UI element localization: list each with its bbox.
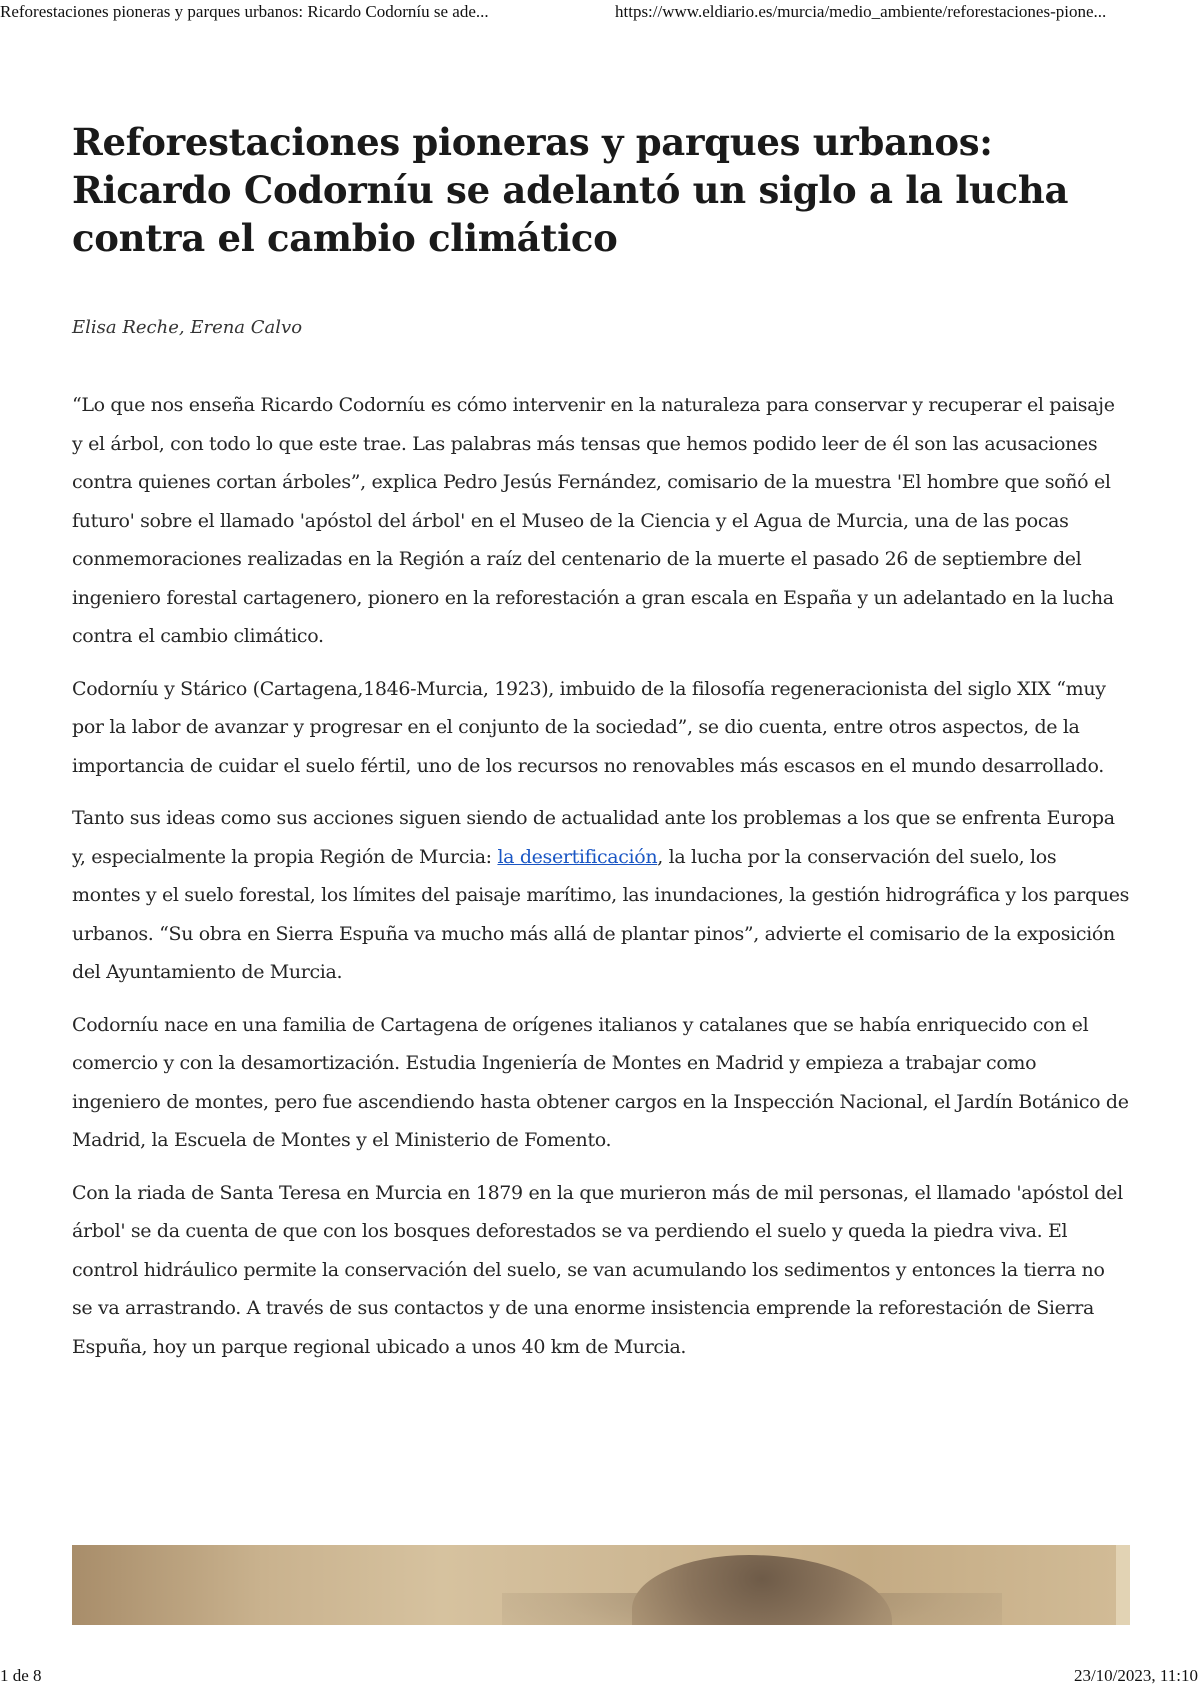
print-footer: [0, 1666, 1200, 1694]
article-paragraph: “Lo que nos enseña Ricardo Codorníu es cómo intervenir en la naturaleza para conservar y recuperar el paisaje y el árbol, con todo lo que este trae. Las palabras más tensas que hemos podido leer de él son las acusaciones contra quienes cortan árboles”, explica Pedro Jesús Fernández, comisario de la muestra 'El hombre que soñó el futuro' sobre el llamado 'apóstol del árbol' en el Museo de la Ciencia y el Agua de Murcia, una de las pocas conmemoraciones realizadas en la Región a raíz del centenario de la muerte el pasado 26 de septiembre del ingeniero forestal cartagenero, pionero en la reforestación a gran escala en España y un adelantado en la lucha contra el cambio climático.: [72, 394, 1115, 647]
paragraph-text: , la lucha por la conservación del suelo, los montes y el suelo forestal, los límites del paisaje marítimo, las inundaciones, la gestión hidrográfica y los parques urbanos. “Su obra en Sierra Espuña va mucho más allá de plantar pinos”, advierte el comisario de la exposición del Ayuntamiento de Murcia.: [72, 845, 1130, 983]
print-header-title: Reforestaciones pioneras y parques urbanos: Ricardo Codorníu se ade...: [0, 2, 489, 21]
print-header-url: https://www.eldiario.es/murcia/medio_ambiente/reforestaciones-pione...: [615, 2, 1107, 21]
desertification-link[interactable]: la desertificación: [497, 845, 658, 868]
photo-mountain-shape: [632, 1555, 892, 1625]
print-header: [0, 0, 1200, 30]
article-paragraph: Codorníu y Stárico (Cartagena,1846-Murcia, 1923), imbuido de la filosofía regeneracionista del siglo XIX “muy por la labor de avanzar y progresar en el conjunto de la sociedad”, se dio cuenta, entre otros aspectos, de la importancia de cuidar el suelo fértil, uno de los recursos no renovables más escasos en el mundo desarrollado.: [72, 677, 1106, 777]
print-datetime: 23/10/2023, 11:10: [1073, 1666, 1198, 1685]
page-number: 1 de 8: [0, 1666, 42, 1685]
photo-edge: [1116, 1545, 1130, 1625]
article-photo: [72, 1545, 1130, 1625]
article-paragraph: Con la riada de Santa Teresa en Murcia en 1879 en la que murieron más de mil personas, el llamado 'apóstol del árbol' se da cuenta de que con los bosques deforestados se va perdiendo el suelo y queda la piedra viva. El control hidráulico permite la conservación del suelo, se van acumulando los sedimentos y entonces la tierra no se va arrastrando. A través de sus contactos y de una enorme insistencia emprende la reforestación de Sierra Espuña, hoy un parque regional ubicado a unos 40 km de Murcia.: [72, 1181, 1123, 1358]
article-paragraph: Codorníu nace en una familia de Cartagena de orígenes italianos y catalanes que se había enriquecido con el comercio y con la desamortización. Estudia Ingeniería de Montes en Madrid y empieza a trabajar como ingeniero de montes, pero fue ascendiendo hasta obtener cargos en la Inspección Nacional, el Jardín Botánico de Madrid, la Escuela de Montes y el Ministerio de Fomento.: [72, 1013, 1129, 1151]
article-paragraph: [72, 799, 1130, 992]
article: [72, 118, 1130, 1380]
article-byline: Elisa Reche, Erena Calvo: [72, 317, 303, 338]
article-body: [72, 386, 1130, 1366]
article-headline: Reforestaciones pioneras y parques urbanos: Ricardo Codorníu se adelantó un siglo a la lucha contra el cambio climático: [72, 120, 1069, 260]
paragraph-text: Tanto sus ideas como sus acciones siguen siendo de actualidad ante los problemas a los que se enfrenta Europa y, especialmente la propia Región de Murcia:: [72, 807, 1115, 868]
